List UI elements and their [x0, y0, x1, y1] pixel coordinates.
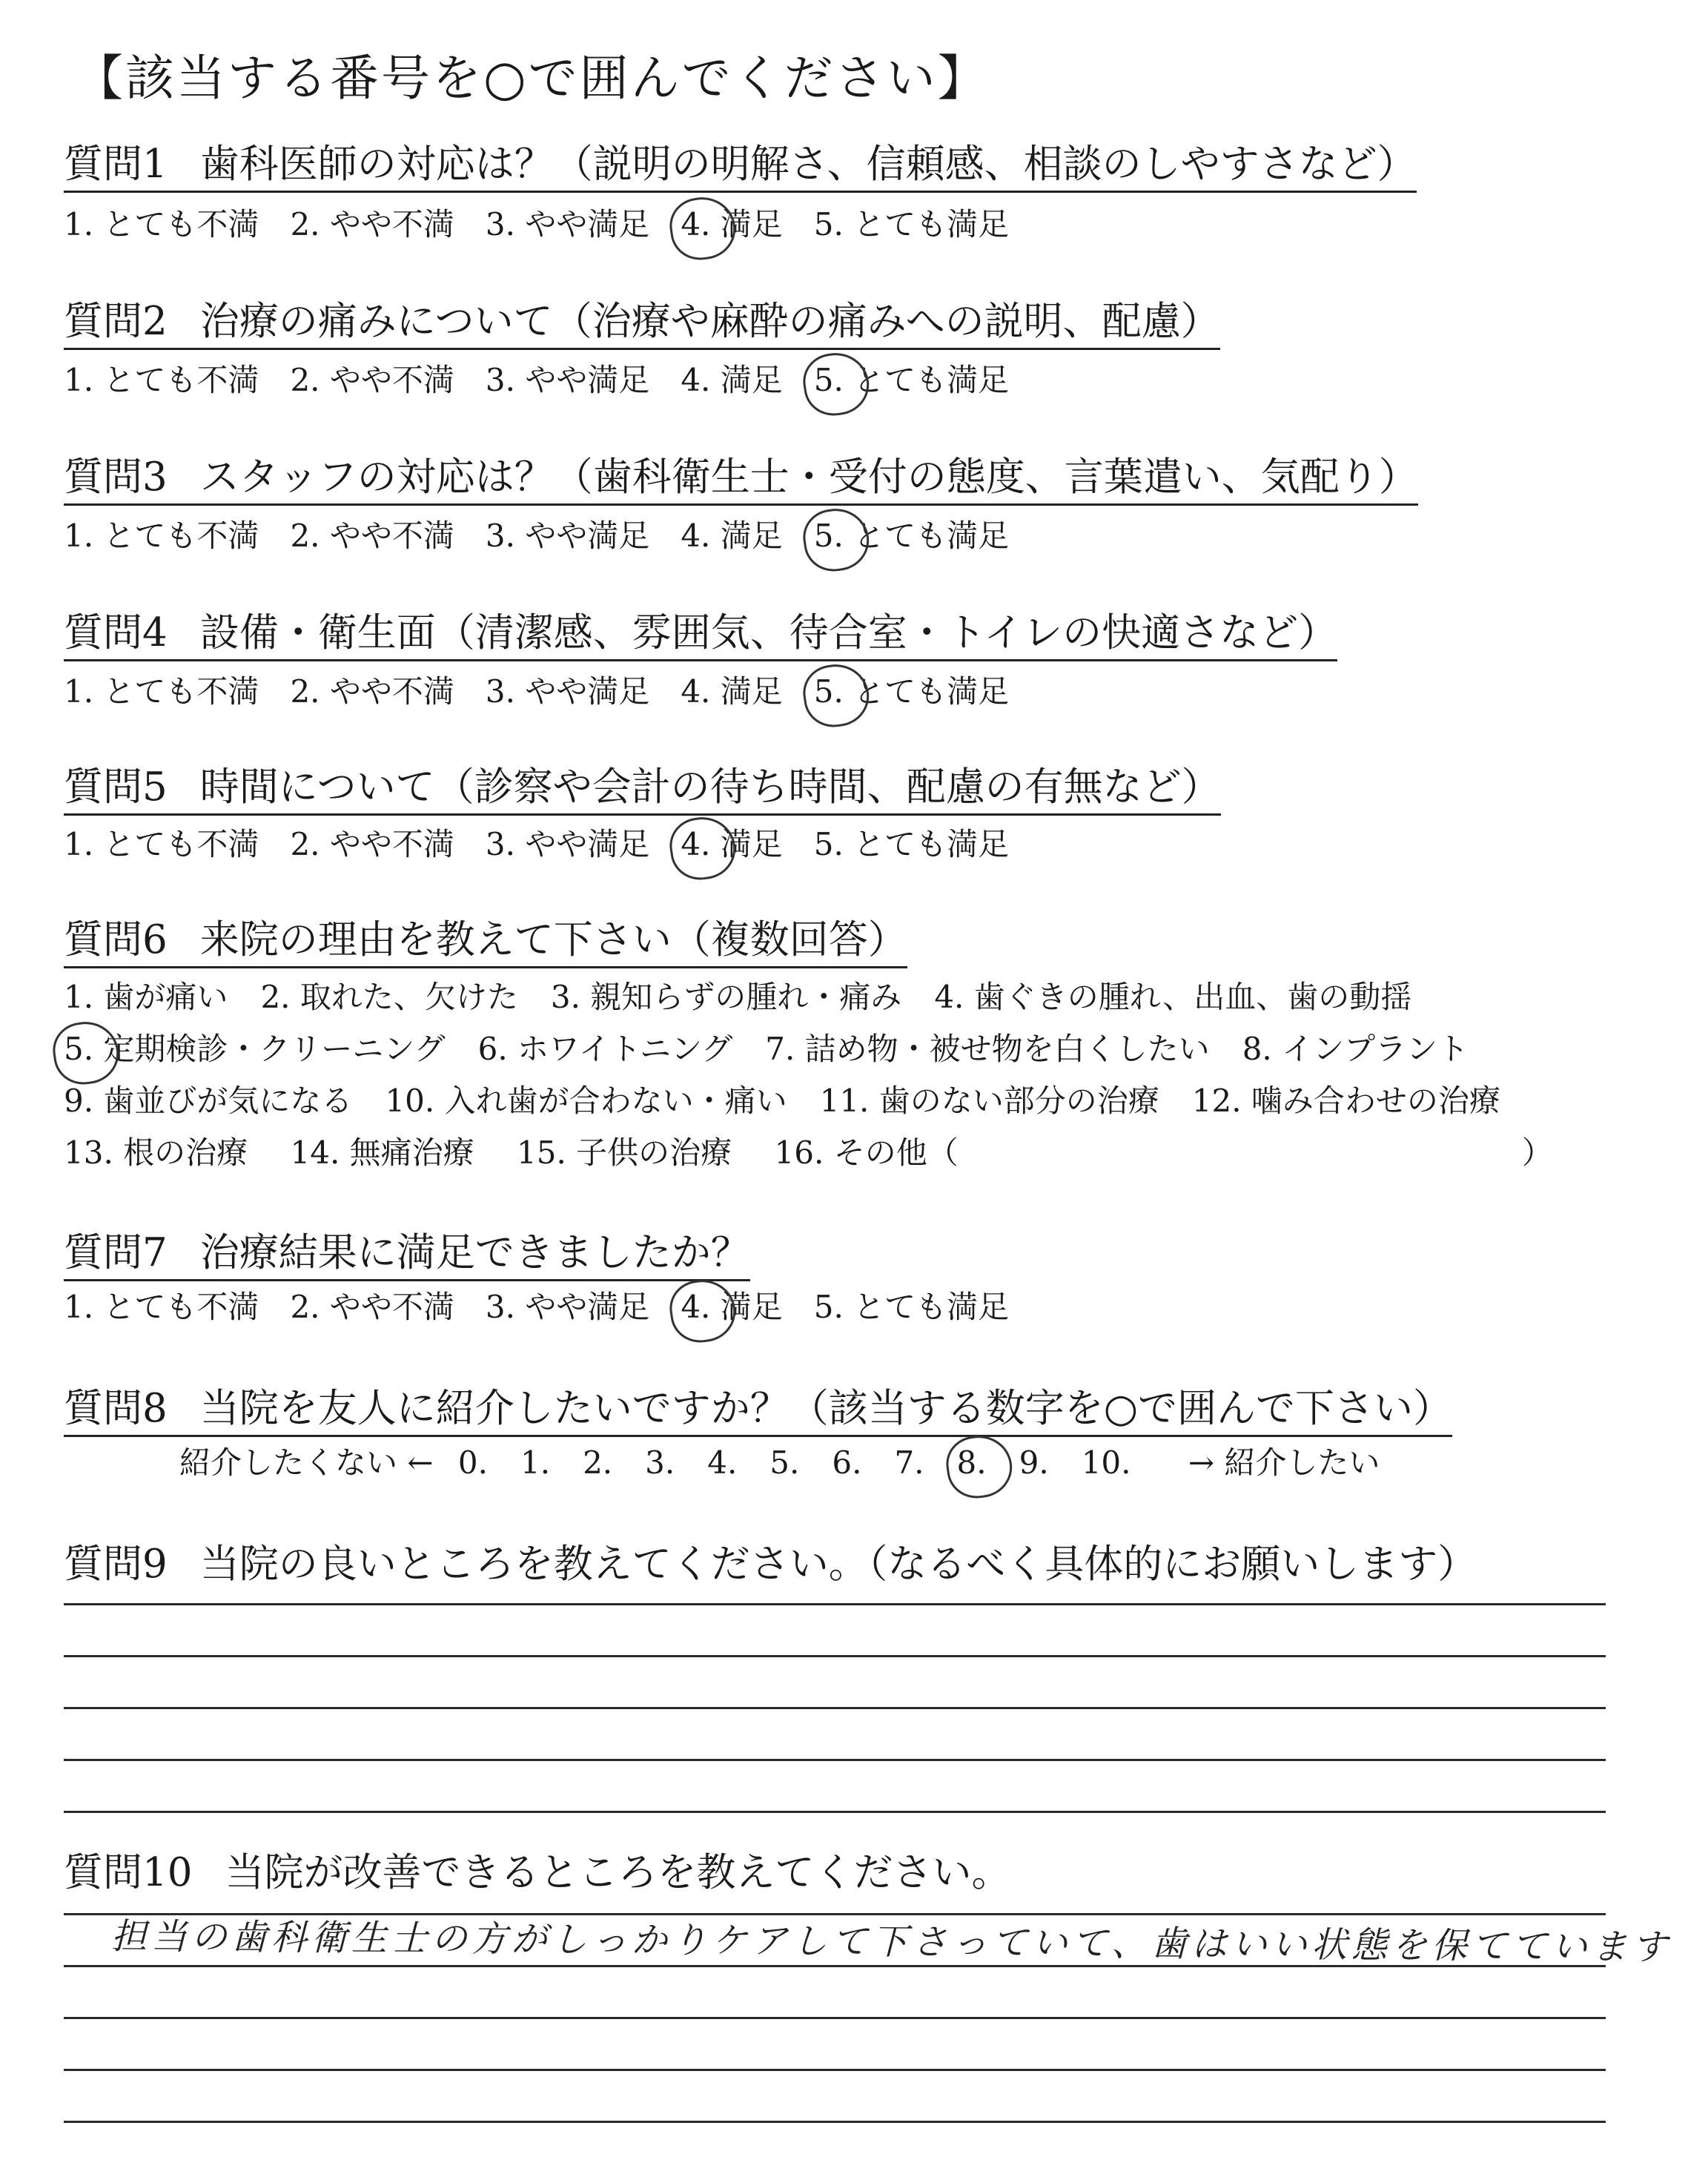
q5-option-1[interactable]: 1. とても不満: [64, 826, 259, 862]
q6-option-1[interactable]: 1. 歯が痛い: [64, 979, 228, 1015]
q8-scale-6[interactable]: 6.: [832, 1444, 862, 1481]
q8-scale-1[interactable]: 1.: [520, 1444, 551, 1481]
q8-scale-7[interactable]: 7.: [894, 1444, 924, 1481]
q3-option-3[interactable]: 3. やや満足: [485, 518, 650, 554]
question-4-options: [64, 673, 1040, 710]
question-9-text: 当院の良いところを教えてください。（なるべく具体的にお願いします）: [199, 1542, 1477, 1587]
answer-line[interactable]: [64, 2069, 1606, 2071]
question-2-text: 治療の痛みについて（治療や麻酔の痛みへの説明、配慮）: [199, 299, 1220, 344]
q4-option-3[interactable]: 3. やや満足: [485, 673, 650, 710]
q6-option-7[interactable]: 7. 詰め物・被せ物を白くしたい: [765, 1031, 1210, 1067]
question-6-text: 来院の理由を教えて下さい（複数回答）: [199, 917, 907, 962]
q7-option-3[interactable]: 3. やや満足: [485, 1289, 650, 1325]
q1-option-5[interactable]: 5. とても満足: [813, 206, 1010, 242]
q7-option-1[interactable]: 1. とても不満: [64, 1289, 259, 1325]
q7-option-2[interactable]: 2. やや不満: [290, 1289, 454, 1325]
question-7-text: 治療結果に満足できましたか？: [199, 1230, 750, 1275]
q5-option-3[interactable]: 3. やや満足: [485, 826, 650, 862]
q2-option-4[interactable]: 4. 満足: [681, 362, 783, 398]
question-5-heading: [64, 765, 1221, 816]
question-6-label: 質問6: [64, 917, 168, 962]
q8-scale-8[interactable]: 8.: [956, 1444, 987, 1481]
q8-scale-10[interactable]: 10.: [1081, 1444, 1131, 1481]
q5-option-4[interactable]: 4. 満足: [681, 826, 783, 862]
q8-scale-9[interactable]: 9.: [1019, 1444, 1049, 1481]
answer-line[interactable]: [64, 1603, 1606, 1605]
question-6-row-2: [64, 1031, 1501, 1068]
q2-option-2[interactable]: 2. やや不満: [290, 362, 454, 398]
q8-scale-4[interactable]: 4.: [707, 1444, 738, 1481]
question-9-label: 質問9: [64, 1542, 168, 1587]
question-5-options: [64, 826, 1040, 863]
q4-option-2[interactable]: 2. やや不満: [290, 673, 454, 710]
q6-option-10[interactable]: 10. 入れ歯が合わない・痛い: [385, 1083, 787, 1119]
q6-option-13[interactable]: 13. 根の治療: [64, 1135, 248, 1171]
question-8-scale: [165, 1444, 1394, 1482]
q3-option-1[interactable]: 1. とても不満: [64, 518, 259, 554]
question-6-heading: [64, 918, 907, 968]
q6-option-6[interactable]: 6. ホワイトニング: [477, 1031, 733, 1067]
question-10-label: 質問10: [64, 1850, 193, 1895]
q6-option-15[interactable]: 15. 子供の治療: [517, 1135, 732, 1171]
answer-line[interactable]: [64, 1759, 1606, 1761]
question-7-heading: [64, 1231, 750, 1281]
q2-option-5[interactable]: 5. とても満足: [813, 362, 1010, 398]
q8-scale-5[interactable]: 5.: [769, 1444, 800, 1481]
question-2-heading: [64, 300, 1220, 350]
q8-scale-0[interactable]: 0.: [457, 1444, 488, 1481]
handwritten-answer: 担当の歯科衛生士の方がしっかりケアして下さっていて、歯はいい状態を保てています: [110, 1915, 1672, 1969]
question-10-heading: [64, 1851, 1010, 1899]
page-title: 【該当する番号を○で囲んでください】: [74, 50, 989, 107]
q7-option-4[interactable]: 4. 満足: [681, 1289, 783, 1325]
q3-option-4[interactable]: 4. 満足: [681, 518, 783, 554]
q3-option-2[interactable]: 2. やや不満: [290, 518, 454, 554]
question-8-text: 当院を友人に紹介したいですか？（該当する数字を○で囲んで下さい）: [199, 1386, 1452, 1431]
answer-line[interactable]: [64, 1811, 1606, 1813]
answer-line[interactable]: [64, 2121, 1606, 2123]
q6-option-4[interactable]: 4. 歯ぐきの腫れ、出血、歯の動揺: [934, 979, 1412, 1015]
question-1-text: 歯科医師の対応は？（説明の明解さ、信頼感、相談のしやすさなど）: [199, 142, 1417, 187]
q4-option-4[interactable]: 4. 満足: [681, 673, 783, 710]
question-5-label: 質問5: [64, 764, 168, 810]
q6-other-close: ）: [1521, 1135, 1553, 1171]
question-3-label: 質問3: [64, 455, 168, 500]
q8-scale-3[interactable]: 3.: [645, 1444, 675, 1481]
scale-left-end: 紹介したくない ←: [179, 1444, 434, 1481]
scale-right-end: → 紹介したい: [1188, 1444, 1380, 1481]
q5-option-5[interactable]: 5. とても満足: [813, 826, 1010, 862]
q6-option-2[interactable]: 2. 取れた、欠けた: [260, 979, 518, 1015]
q6-option-9[interactable]: 9. 歯並びが気になる: [64, 1083, 353, 1119]
question-6-row-1: [64, 979, 1444, 1016]
question-1-label: 質問1: [64, 142, 168, 187]
answer-line[interactable]: [64, 2017, 1606, 2019]
question-3-options: [64, 518, 1040, 555]
q8-scale-2[interactable]: 2.: [583, 1444, 613, 1481]
q4-option-1[interactable]: 1. とても不満: [64, 673, 259, 710]
q1-option-2[interactable]: 2. やや不満: [290, 206, 454, 242]
question-9-heading: [64, 1542, 1477, 1591]
answer-line[interactable]: [64, 1707, 1606, 1709]
q5-option-2[interactable]: 2. やや不満: [290, 826, 454, 862]
question-7-label: 質問7: [64, 1230, 168, 1275]
q6-option-5[interactable]: 5. 定期検診・クリーニング: [64, 1031, 446, 1067]
q6-option-11[interactable]: 11. 歯のない部分の治療: [819, 1083, 1159, 1119]
question-2-label: 質問2: [64, 299, 168, 344]
q3-option-5[interactable]: 5. とても満足: [813, 518, 1010, 554]
question-2-options: [64, 362, 1040, 399]
q2-option-1[interactable]: 1. とても不満: [64, 362, 259, 398]
question-4-label: 質問4: [64, 610, 168, 655]
question-3-heading: [64, 455, 1418, 506]
q1-option-3[interactable]: 3. やや満足: [485, 206, 650, 242]
answer-line[interactable]: [64, 1965, 1606, 1967]
q1-option-4[interactable]: 4. 満足: [681, 206, 783, 242]
question-1-options: [64, 206, 1040, 243]
question-8-label: 質問8: [64, 1386, 168, 1431]
question-4-heading: [64, 611, 1337, 661]
question-6-row-4: [64, 1135, 1553, 1172]
q4-option-5[interactable]: 5. とても満足: [813, 673, 1010, 710]
q7-option-5[interactable]: 5. とても満足: [813, 1289, 1010, 1325]
q6-option-8[interactable]: 8. インプラント: [1242, 1031, 1469, 1067]
answer-line[interactable]: [64, 1655, 1606, 1657]
q6-option-16[interactable]: 16. その他（: [774, 1135, 959, 1171]
question-3-text: スタッフの対応は？（歯科衛生士・受付の態度、言葉遣い、気配り）: [199, 455, 1418, 500]
q2-option-3[interactable]: 3. やや満足: [485, 362, 650, 398]
question-7-options: [64, 1289, 1040, 1326]
q6-option-3[interactable]: 3. 親知らずの腫れ・痛み: [550, 979, 902, 1015]
question-5-text: 時間について（診察や会計の待ち時間、配慮の有無など）: [199, 764, 1221, 810]
q1-option-1[interactable]: 1. とても不満: [64, 206, 259, 242]
question-4-text: 設備・衛生面（清潔感、雰囲気、待合室・トイレの快適さなど）: [199, 610, 1338, 655]
question-10-text: 当院が改善できるところを教えてください。: [225, 1850, 1011, 1895]
q6-option-12[interactable]: 12. 噛み合わせの治療: [1191, 1083, 1500, 1119]
question-1-heading: [64, 142, 1417, 193]
question-8-heading: [64, 1387, 1452, 1437]
q6-option-14[interactable]: 14. 無痛治療: [290, 1135, 474, 1171]
question-6-row-3: [64, 1083, 1533, 1120]
